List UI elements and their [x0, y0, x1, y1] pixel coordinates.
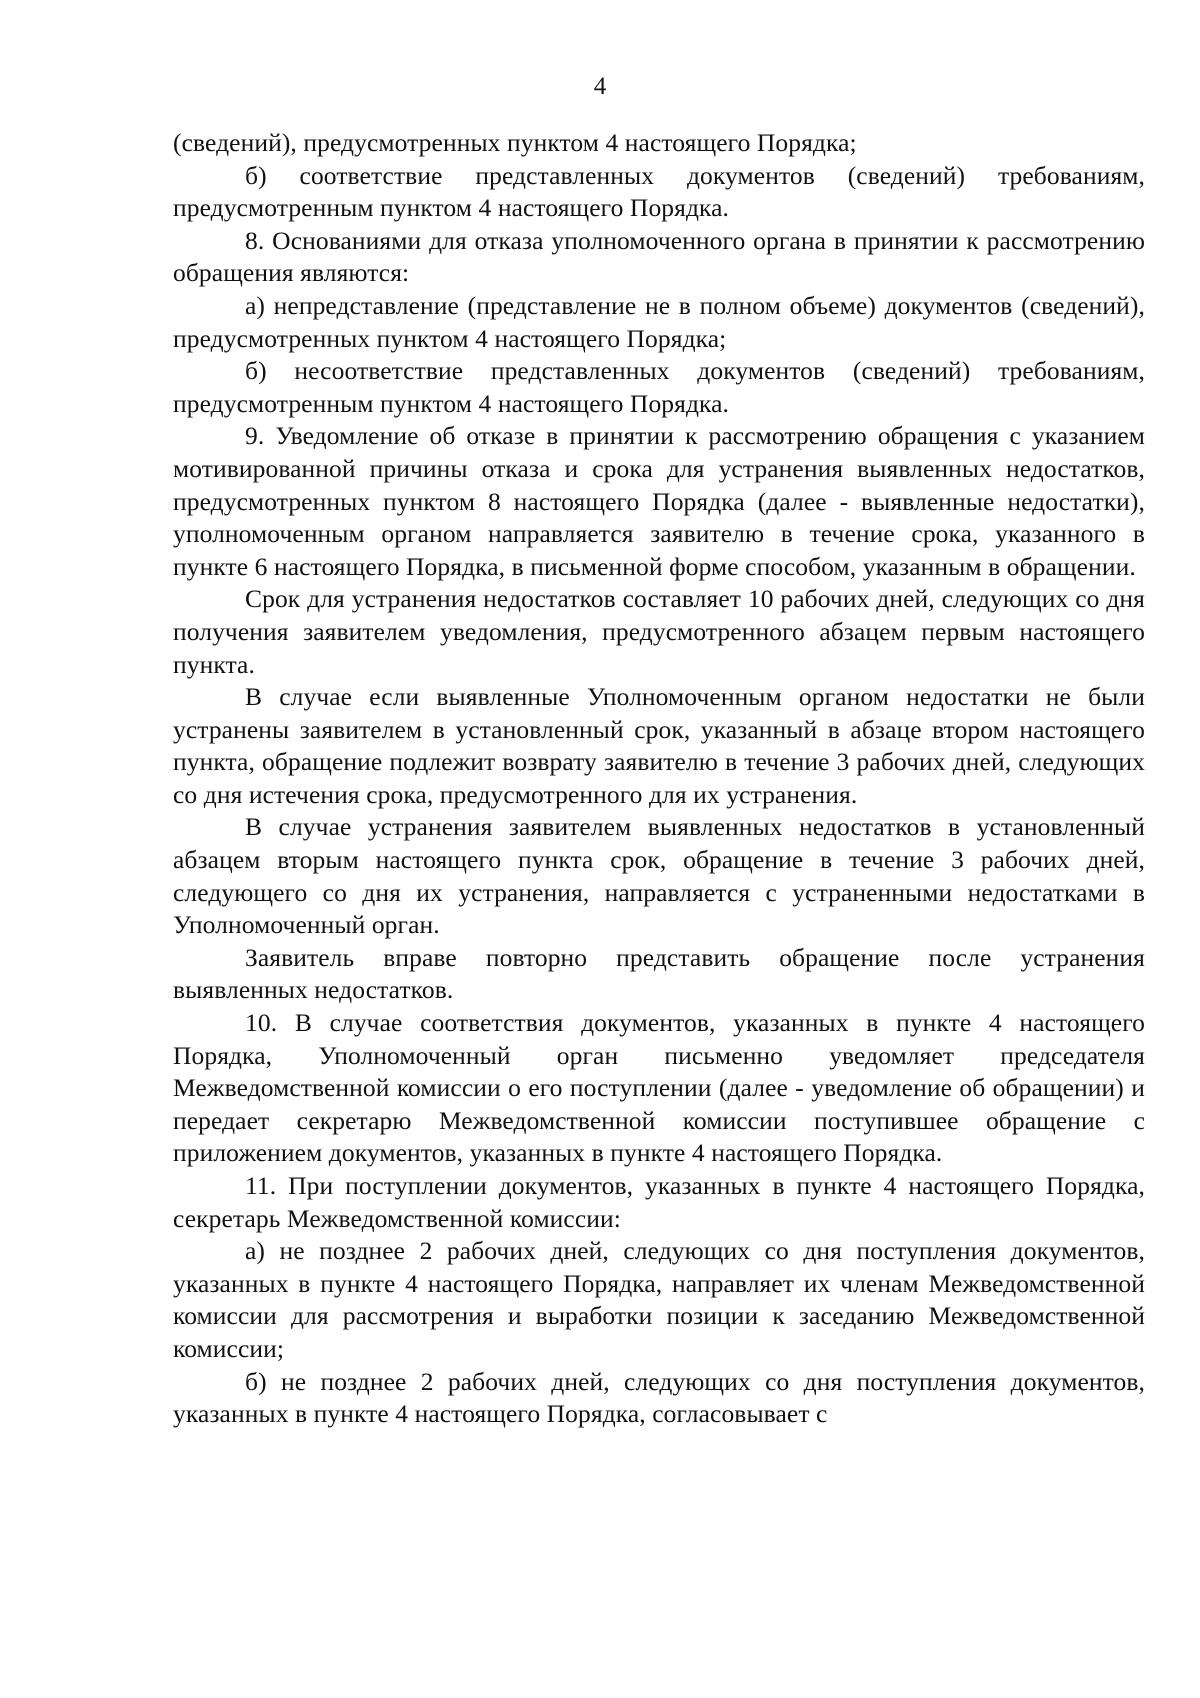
paragraph-7b: б) соответствие представленных документов (сведений) требованиям, предусмотренным пунктом 4 настоящего Порядка. — [173, 160, 1145, 223]
paragraph-8a: а) непредставление (представление не в полном объеме) документов (сведений), предусмотренных пунктом 4 настоящего Порядка; — [173, 290, 1145, 353]
paragraph-8: 8. Основаниями для отказа уполномоченного органа в принятии к рассмотрению обращения являются: — [173, 225, 1145, 288]
paragraph-9-deadline: Срок для устранения недостатков составляет 10 рабочих дней, следующих со дня получения заявителем уведомления, предусмотренного абзацем первым настоящего пункта. — [173, 584, 1145, 679]
paragraph-11a: а) не позднее 2 рабочих дней, следующих со дня поступления документов, указанных в пункте 4 настоящего Порядка, направляет их членам Межведомственной комиссии для рассмотрения и выработки позиции к заседанию Межведомственной комиссии; — [173, 1236, 1145, 1363]
page-number: 4 — [593, 73, 607, 100]
paragraph-9-return: В случае если выявленные Уполномоченным органом недостатки не были устранены заявителем в установленный срок, указанный в абзаце втором настоящего пункта, обращение подлежит возврату заявителю в течение 3 рабочих дней, следующих со дня истечения срока, предусмотренного для их устранения. — [173, 682, 1145, 809]
paragraph-9-resubmit: В случае устранения заявителем выявленных недостатков в установленный абзацем вторым настоящего пункта срок, обращение в течение 3 рабочих дней, следующего со дня их устранения, направляется с устраненными недостатками в Уполномоченный орган. — [173, 812, 1145, 940]
paragraph-11: 11. При поступлении документов, указанных в пункте 4 настоящего Порядка, секретарь Межведомственной комиссии: — [173, 1171, 1145, 1233]
paragraph-10: 10. В случае соответствия документов, указанных в пункте 4 настоящего Порядка, Уполномоченный орган письменно уведомляет председателя Межведомственной комиссии о его поступлении (далее - уведомление об обращении) и передает секретарю Межведомственной комиссии поступившее обращение с приложением документов, указанных в пункте 4 настоящего Порядка. — [173, 1008, 1145, 1168]
paragraph-continuation: (сведений), предусмотренных пунктом 4 настоящего Порядка; — [173, 128, 857, 157]
paragraph-8b: б) несоответствие представленных документов (сведений) требованиям, предусмотренным пунктом 4 настоящего Порядка. — [173, 356, 1145, 418]
paragraph-9-repeat: Заявитель вправе повторно представить обращение после устранения выявленных недостатков. — [173, 942, 1145, 1005]
paragraph-11b: б) не позднее 2 рабочих дней, следующих со дня поступления документов, указанных в пункте 4 настоящего Порядка, согласовывает с — [173, 1366, 1145, 1429]
document-body — [173, 127, 1145, 1431]
paragraph-9: 9. Уведомление об отказе в принятии к рассмотрению обращения с указанием мотивированной причины отказа и срока для устранения выявленных недостатков, предусмотренных пунктом 8 настоящего Порядка (далее - выявленные недостатки), уполномоченным органом направляется заявителю в течение срока, указанного в пункте 6 настоящего Порядка, в письменной форме способом, указанным в обращении. — [173, 421, 1145, 581]
